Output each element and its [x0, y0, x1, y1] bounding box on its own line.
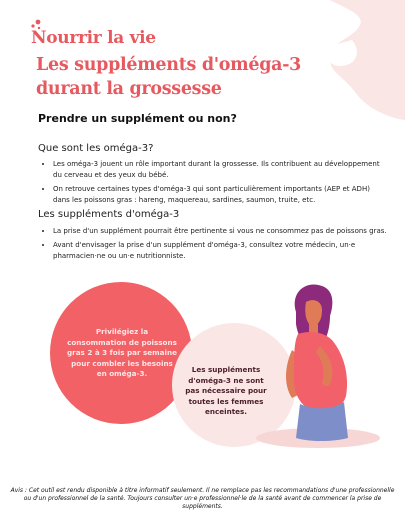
page-title: Les suppléments d'oméga-3 durant la grossesse [36, 55, 302, 99]
list-item: • Les oméga-3 jouent un rôle important durant la grossesse. Ils contribuent au développement du cerveau et des yeux du bébé. [53, 159, 388, 181]
callout-fish-recommendation: Privilégiez la consommation de poissons gras 2 à 3 fois par semaine pour combler les besoins en oméga-3. [67, 327, 177, 378]
list-item: • On retrouve certaines types d'oméga-3 qui sont particulièrement importants (AEP et ADH) dans les poissons gras : hareng, maquereau, sardines, saumon, truite, etc. [53, 184, 388, 206]
list-item: • Avant d'envisager la prise d'un supplément d'oméga-3, consultez votre médecin, un·e pharmacien·ne ou un·e nutritionniste. [53, 240, 388, 262]
pregnant-woman-figure [286, 284, 348, 441]
section-supplements-list [38, 226, 388, 265]
callout-supplements-not-needed: Les suppléments d'oméga-3 ne sont pas nécessaire pour toutes les femmes enceintes. [185, 365, 267, 416]
page-subtitle: Prendre un supplément ou non? [38, 112, 237, 125]
list-item: • La prise d'un supplément pourrait être pertinente si vous ne consommez pas de poissons gras. [53, 226, 388, 237]
section-heading-supplements: Les suppléments d'oméga-3 [38, 209, 180, 220]
section-omega3-list [38, 159, 388, 209]
section-heading-omega3: Que sont les oméga-3? [38, 143, 154, 154]
disclaimer-note: Avis : Cet outil est rendu disponible à titre informatif seulement. Il ne remplace pas les recommandations d'une professionnelle ou d'un professionnel de la santé. Toujours consulter un·e professionnel·le de la santé avant de commencer la prise de suppléments. [10, 487, 395, 511]
brand-name: Nourrir la vie [31, 28, 156, 48]
